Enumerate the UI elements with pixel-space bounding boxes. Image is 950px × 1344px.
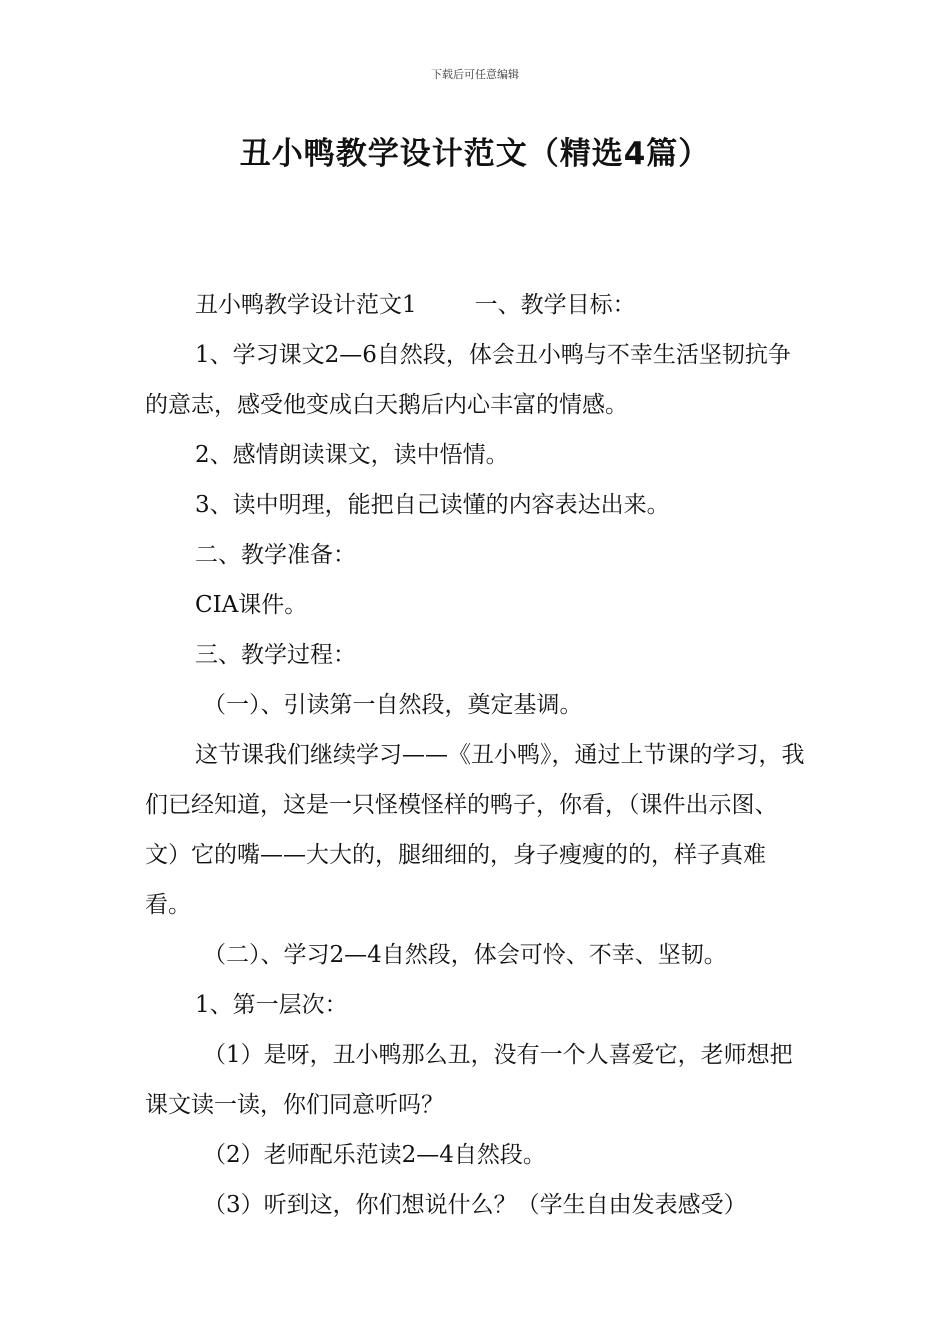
document-title: 丑小鸭教学设计范文（精选4篇）	[239, 136, 711, 172]
paragraph: 1、第一层次：	[195, 992, 348, 1018]
objectives-heading: 一、教学目标：	[474, 292, 636, 318]
paragraph: 2、感情朗读课文，读中悟情。	[195, 442, 509, 468]
paragraph: 这节课我们继续学习——《丑小鸭》，通过上节课的学习，我们已经知道，这是一只怪模怪样的鸭子，你看，（课件出示图、文）它的嘴——大大的，腿细细的，身子瘦瘦的的，样子真难看。	[145, 742, 805, 918]
section-heading-line	[145, 280, 810, 330]
paragraph: （二）、学习2—4自然段，体会可怜、不幸、坚韧。	[203, 942, 727, 968]
section-title: 丑小鸭教学设计范文1	[195, 292, 417, 318]
paragraph: （1）是呀，丑小鸭那么丑，没有一个人喜爱它，老师想把课文读一读，你们同意听吗？	[145, 1042, 793, 1118]
paragraph: （3）听到这，你们想说什么？（学生自由发表感受）	[203, 1192, 747, 1218]
paragraph: 3、读中明理，能把自己读懂的内容表达出来。	[195, 492, 670, 518]
paragraph: 1、学习课文2—6自然段，体会丑小鸭与不幸生活坚韧抗争的意志，感受他变成白天鹅后内心丰富的情感。	[145, 342, 791, 418]
page-header-note: 下载后可任意编辑	[431, 68, 519, 81]
paragraph: 三、教学过程：	[195, 642, 356, 668]
document-body	[145, 280, 810, 1230]
paragraph: 二、教学准备：	[195, 542, 356, 568]
paragraph: CIA课件。	[195, 592, 308, 618]
paragraph: （2）老师配乐范读2—4自然段。	[203, 1142, 546, 1168]
paragraph: （一）、引读第一自然段，奠定基调。	[203, 692, 583, 718]
